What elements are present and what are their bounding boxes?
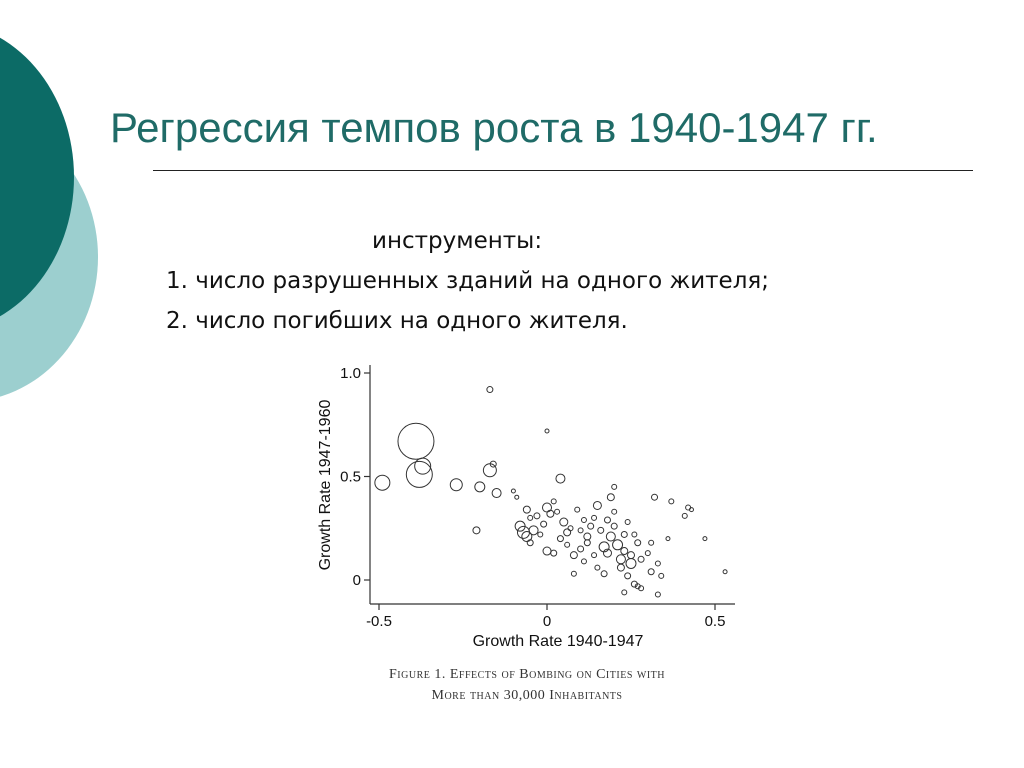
scatter-point <box>547 510 554 517</box>
scatter-point <box>511 489 515 493</box>
scatter-point <box>560 518 568 526</box>
scatter-point <box>568 526 573 531</box>
scatter-point <box>598 527 604 533</box>
scatter-point <box>611 523 617 529</box>
scatter-point <box>415 458 431 474</box>
scatter-point <box>625 573 631 579</box>
scatter-point <box>529 526 538 535</box>
scatter-point <box>592 553 597 558</box>
scatter-point <box>601 571 607 577</box>
scatter-point <box>621 531 627 537</box>
scatter-point <box>635 540 641 546</box>
scatter-point <box>645 551 650 556</box>
scatter-point <box>655 561 660 566</box>
scatter-point <box>621 548 628 555</box>
scatter-point <box>581 517 586 522</box>
scatter-point <box>581 559 586 564</box>
scatter-point <box>659 573 664 578</box>
y-axis-label: Growth Rate 1947-1960 <box>317 399 334 571</box>
body-line-item-1: 1. число разрушенных зданий на одного жителя; <box>166 268 769 294</box>
scatter-point <box>588 523 594 529</box>
scatter-point <box>584 533 591 540</box>
scatter-point <box>612 484 617 489</box>
scatter-point <box>450 479 462 491</box>
scatter-point <box>578 546 584 552</box>
scatter-point <box>571 571 576 576</box>
scatter-point <box>534 513 540 519</box>
scatter-point <box>649 540 654 545</box>
body-line-instruments: инструменты: <box>372 228 543 254</box>
scatter-point <box>545 429 549 433</box>
scatter-point <box>575 507 580 512</box>
scatter-point <box>617 564 624 571</box>
scatter-point <box>564 529 571 536</box>
scatter-point <box>551 550 557 556</box>
scatter-point <box>475 482 485 492</box>
scatter-point <box>538 532 543 537</box>
scatter-point <box>584 540 590 546</box>
scatter-point <box>703 537 707 541</box>
scatter-point <box>565 542 570 547</box>
scatter-point <box>515 495 519 499</box>
x-tick-label: 0 <box>542 613 552 630</box>
scatter-point <box>669 499 674 504</box>
scatter-point <box>638 556 644 562</box>
figure-caption-line-1: Figure 1. Effects of Bombing on Cities with <box>389 667 665 682</box>
scatter-point <box>595 565 600 570</box>
scatter-point <box>625 520 630 525</box>
x-tick-label: 0.5 <box>704 613 726 630</box>
scatter-point <box>570 552 577 559</box>
x-tick-label: -0.5 <box>366 613 392 630</box>
scatter-point <box>648 569 654 575</box>
y-tick-label: 0.5 <box>340 468 361 486</box>
scatter-point <box>375 475 390 490</box>
scatter-point <box>604 517 610 523</box>
scatter-point <box>543 547 551 555</box>
scatter-point <box>556 474 565 483</box>
scatter-point <box>723 570 727 574</box>
body-line-item-2: 2. число погибших на одного жителя. <box>166 308 628 334</box>
scatter-point <box>528 515 533 520</box>
scatter-point <box>406 461 432 487</box>
scatter-point <box>492 489 501 498</box>
y-tick-label: 1.0 <box>340 365 361 382</box>
scatter-point <box>666 537 670 541</box>
scatter-point <box>473 527 480 534</box>
scatter-point <box>632 532 637 537</box>
scatter-point <box>607 494 614 501</box>
scatter-point <box>523 506 530 513</box>
scatter-point <box>398 423 434 459</box>
scatter-point <box>655 592 660 597</box>
scatter-point <box>483 464 496 477</box>
scatter-point <box>628 552 635 559</box>
y-tick-label: 0 <box>352 572 361 589</box>
scatter-point <box>606 532 615 541</box>
slide-title: Регрессия темпов роста в 1940-1947 гг. <box>110 104 878 151</box>
figure-caption-line-2: More than 30,000 Inhabitants <box>431 688 623 703</box>
scatter-point <box>626 558 636 568</box>
scatter-point <box>593 501 601 509</box>
scatter-point <box>541 521 547 527</box>
scatter-point <box>592 515 597 520</box>
scatter-point <box>616 555 625 564</box>
scatter-point <box>682 513 687 518</box>
scatter-point <box>551 499 556 504</box>
scatter-point <box>557 536 563 542</box>
scatter-point <box>487 387 493 393</box>
scatter-point <box>613 540 623 550</box>
scatter-point <box>555 509 560 514</box>
scatter-point <box>622 590 627 595</box>
scatter-point <box>578 528 583 533</box>
x-axis-label: Growth Rate 1940-1947 <box>472 633 644 650</box>
scatter-point <box>612 509 617 514</box>
scatter-point <box>652 494 658 500</box>
